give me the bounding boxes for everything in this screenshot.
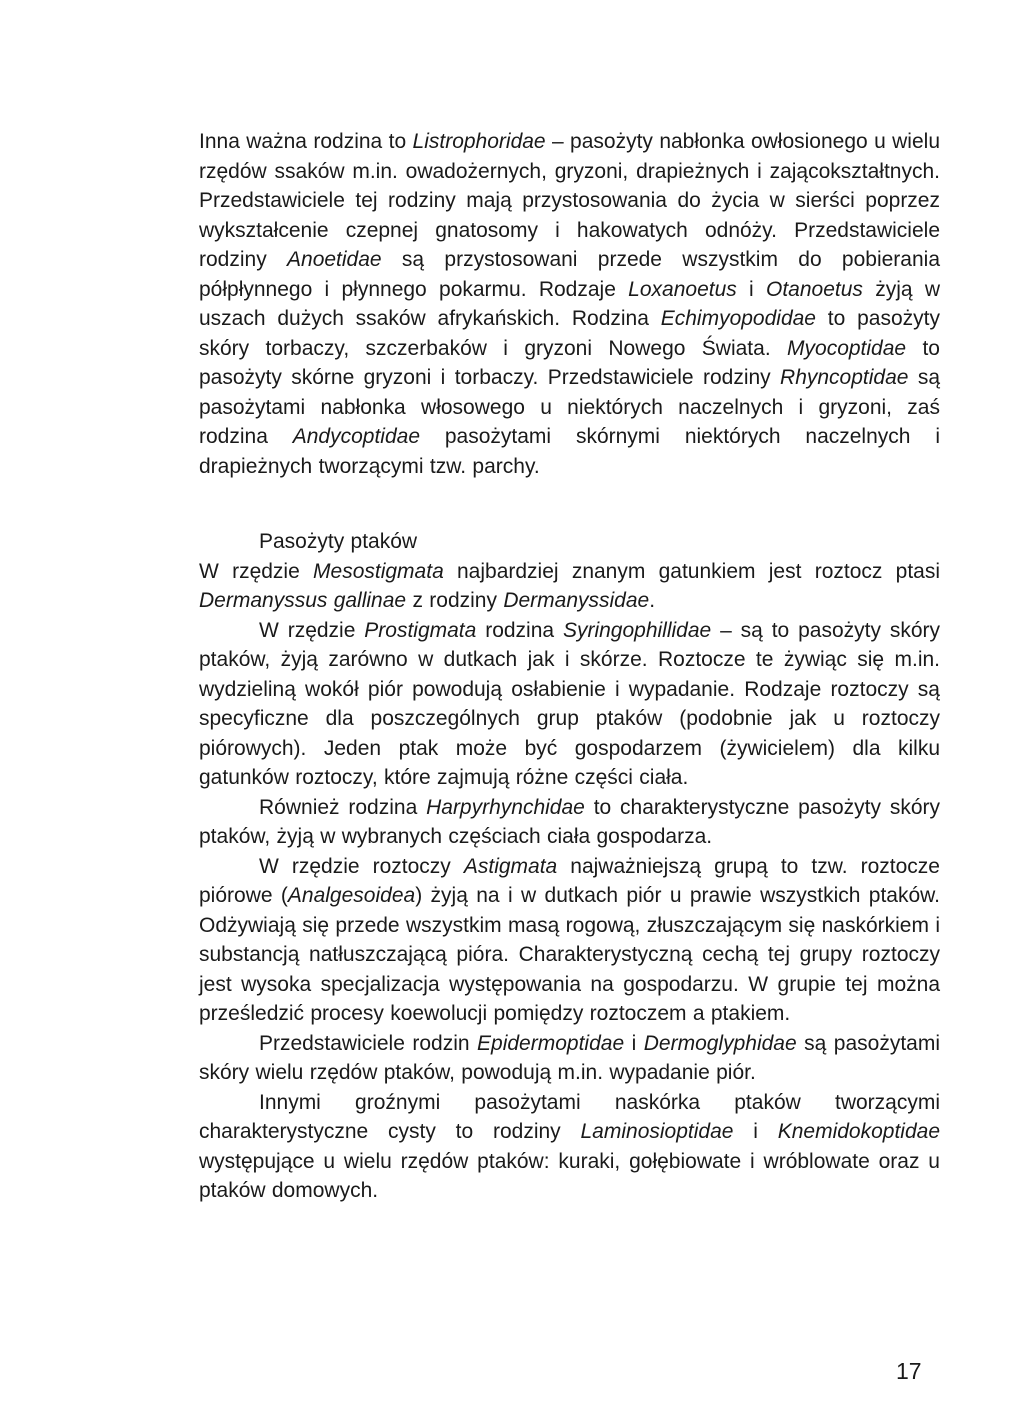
text-run: W rzędzie [259,618,365,642]
italic-text: Dermanyssidae [503,589,650,612]
paragraph [199,793,940,852]
paragraph [199,852,940,1029]
text-run: to pasożyty skóry torbaczy, szczerbaków i gryzoni Nowego Świata. [199,307,940,360]
italic-text: Astigmata [463,854,558,878]
paragraph [199,1029,940,1088]
text-section-mammals [199,127,940,481]
italic-text: Loxanoetus [628,277,737,301]
italic-text: Epidermoptidae [477,1031,625,1055]
text-run: to pasożyty skórne gryzoni i torbaczy. Przedstawiciele rodziny [199,336,940,389]
text-run: występujące u wielu rzędów ptaków: kuraki, gołębiowate i wróblowate oraz u ptaków domowych. [199,1149,940,1202]
text-run: ) żyją na i w dutkach piór u prawie wszystkich ptaków. Odżywiają się przede wszystkim masą rogową, złuszczającym się naskórkiem i substancją natłuszczającą pióra. Charakterystyczną cechą tej grupy roztoczy jest wysoka specjalizacja występowania na gospodarzu. W grupie tej można prześledzić procesy koewolucji pomiędzy roztoczem a ptakiem. [199,884,940,1025]
text-section-birds [199,527,940,1206]
text-run: W rzędzie roztoczy [259,854,464,878]
text-run: Innymi groźnymi pasożytami naskórka ptaków tworzącymi charakterystyczne cysty to rodziny [199,1090,940,1143]
italic-text: Knemidokoptidae [777,1120,940,1143]
text-run: Przedstawiciele rodzin [259,1031,478,1055]
text-run: są pasożytami skóry wielu rzędów ptaków, powodują m.in. wypadanie piór. [199,1031,940,1084]
italic-text: Harpyrhynchidae [426,795,585,819]
text-run: – są to pasożyty skóry ptaków, żyją zarówno w dutkach jak i skórze. Roztocze te żywiąc się m.in. wydzieliną wokół piór powodują osłabienie i wypadanie. Rodzaje roztoczy są specyficzne dla poszczególnych grup ptaków (podobnie jak u roztoczy piórowych). Jeden ptak może być gospodarzem (żywicielem) dla kilku gatunków roztoczy, które zajmują różne części ciała. [199,618,941,789]
text-run: najważniejszą grupą to tzw. roztocze piórowe ( [199,854,940,907]
paragraph [199,127,940,481]
italic-text: Listrophoridae [412,130,546,153]
italic-text: Analgesoidea [287,884,416,907]
section-heading: Pasożyty ptaków [259,530,418,553]
text-run: . [649,589,656,612]
text-run: W rzędzie [199,559,314,583]
italic-text: Echimyopodidae [660,307,816,330]
text-run: z rodziny [406,589,504,612]
text-run: żyją w uszach dużych ssaków afrykańskich. Rodzina [199,277,940,330]
text-run: to charakterystyczne pasożyty skóry ptaków, żyją w wybranych częściach ciała gospodarza. [199,795,940,848]
italic-text: Myocoptidae [787,336,907,360]
paragraph [199,1088,940,1206]
italic-text: Prostigmata [364,618,477,642]
text-run: Również rodzina [259,795,427,819]
text-run: są pasożytami nabłonka włosowego u niektórych naczelnych i gryzoni, zaś rodzina [199,366,940,448]
italic-text: Dermoglyphidae [643,1031,797,1055]
italic-text: Dermanyssus gallinae [199,589,407,612]
text-run: i [733,1120,778,1143]
text-run: – pasożyty nabłonka owłosionego u wielu rzędów ssaków m.in. owadożernych, gryzoni, drapieżnych i zającokształtnych. Przedstawiciele tej rodziny mają przystosowania do życia w sierści poprzez wykształcenie czepnej gnatosomy i hakowatych odnóży. Przedstawiciele rodziny [199,130,940,271]
italic-text: Andycoptidae [292,425,421,448]
text-run: i [624,1031,644,1055]
text-run: są przystosowani przede wszystkim do pobierania półpłynnego i płynnego pokarmu. Rodzaje [199,248,941,301]
text-run: Inna ważna rodzina to [199,130,413,153]
italic-text: Syringophillidae [562,618,712,642]
italic-text: Laminosioptidae [580,1120,734,1143]
text-run: najbardziej znanym gatunkiem jest roztocz ptasi [443,559,940,583]
paragraph [199,616,940,793]
text-run: rodzina [476,618,563,642]
italic-text: Otanoetus [766,277,863,301]
italic-text: Anoetidae [287,248,382,271]
italic-text: Rhyncoptidae [780,366,909,389]
italic-text: Mesostigmata [313,559,444,583]
text-run: i [736,277,766,301]
text-run: pasożytami skórnymi niektórych naczelnych i drapieżnych tworzącymi tzw. parchy. [199,425,940,478]
page-number: 17 [896,1358,922,1384]
paragraph [199,557,940,616]
